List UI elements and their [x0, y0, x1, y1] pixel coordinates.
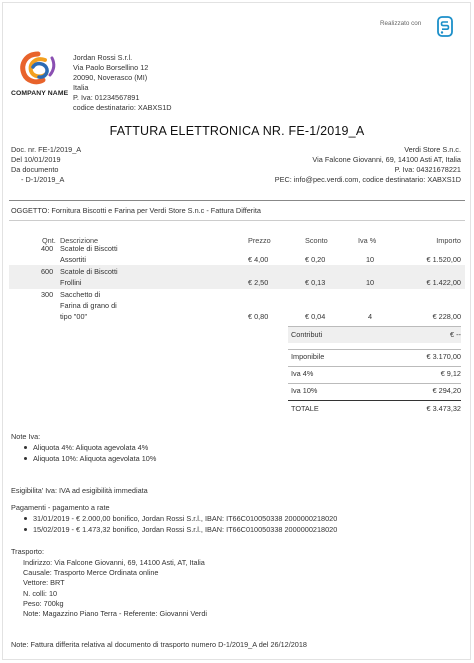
transport-carrier: Vettore: BRT	[23, 578, 65, 588]
row-discount: € 0,13	[305, 278, 326, 287]
row-discount: € 0,20	[305, 255, 326, 264]
final-note: Note: Fattura differita relativa al documento di trasporto numero D-1/2019_A del 26/12/2018	[11, 640, 307, 649]
doc-from-item: - D-1/2019_A	[21, 175, 65, 184]
powered-by-label: Realizzato con	[380, 20, 422, 27]
doc-info	[11, 145, 81, 185]
vat-notes-title: Note Iva:	[11, 432, 41, 441]
invoice-title: FATTURA ELETTRONICA NR. FE-1/2019_A	[109, 124, 365, 138]
iva10-label: Iva 10%	[291, 386, 318, 395]
iva4-label: Iva 4%	[291, 369, 314, 378]
iva10-value: € 294,20	[432, 386, 461, 395]
row-vat: 10	[366, 278, 375, 287]
totale-label: TOTALE	[291, 404, 319, 413]
payments-list	[11, 513, 337, 535]
list-item: Aliquota 4%: Aliquota agevolata 4%	[11, 442, 156, 453]
col-header-qty: Qnt.	[42, 236, 56, 245]
sender-vat: P. Iva: 01234567891	[73, 93, 140, 102]
divider	[9, 220, 465, 221]
iva4-value: € 9,12	[440, 369, 461, 378]
transport-address: Indirizzo: Via Falcone Giovanni, 69, 14100 Asti, AT, Italia	[23, 558, 205, 567]
row-amount: € 228,00	[432, 312, 461, 321]
transport-weight: Peso: 700kg	[23, 598, 64, 608]
row-vat: 10	[366, 255, 375, 264]
company-logo-text: COMPANY NAME	[11, 90, 69, 97]
totals-row-iva10	[288, 383, 461, 399]
row-description: Scatole di Biscotti	[60, 244, 118, 253]
totals-row-iva4	[288, 366, 461, 382]
row-discount: € 0,04	[305, 312, 326, 321]
doc-from-label: Da documento	[11, 165, 59, 174]
transport-packages: N. colli: 10	[23, 588, 58, 598]
row-qty: 300	[41, 290, 54, 299]
company-logo-icon	[12, 48, 62, 90]
imponibile-value: € 3.170,00	[426, 352, 461, 361]
sender-block	[73, 53, 172, 113]
row-description: tipo "00"	[60, 312, 88, 321]
row-price: € 0,80	[248, 312, 269, 321]
row-description: Assortiti	[60, 255, 86, 264]
list-item: 15/02/2019 - € 1.473,32 bonifico, Jordan Rossi S.r.l., IBAN: IT66C010050338 2000000218020	[11, 524, 337, 535]
list-item: 31/01/2019 - € 2.000,00 bonifico, Jordan Rossi S.r.l., IBAN: IT66C010050338 2000000218020	[11, 513, 337, 524]
row-description: Scatole di Biscotti	[60, 267, 118, 276]
col-header-vat: Iva %	[358, 236, 377, 245]
totals-row-imponibile	[288, 349, 461, 365]
sender-city: 20090, Noverasco (MI)	[73, 73, 148, 82]
sender-name: Jordan Rossi S.r.l.	[73, 53, 133, 62]
doc-date: Del 10/01/2019	[11, 155, 61, 164]
transport-reason: Causale: Trasporto Merce Ordinata online	[23, 568, 159, 578]
transport-notes: Note: Magazzino Piano Terra - Referente: Giovanni Verdi	[23, 609, 208, 619]
vat-notes-list	[11, 442, 156, 464]
row-amount: € 1.422,00	[426, 278, 461, 287]
list-item: Aliquota 10%: Aliquota agevolata 10%	[11, 453, 156, 464]
col-header-price: Prezzo	[248, 236, 271, 245]
divider	[9, 200, 465, 201]
sender-street: Via Paolo Borsellino 12	[73, 63, 149, 72]
payments-title: Pagamenti - pagamento a rate	[11, 503, 110, 512]
recipient-block	[275, 145, 461, 185]
recipient-address: Via Falcone Giovanni, 69, 14100 Asti AT, Italia	[312, 155, 461, 164]
subject-line: OGGETTO: Fornitura Biscotti e Farina per Verdi Store S.n.c - Fattura Differita	[11, 206, 261, 215]
doc-number: Doc. nr. FE-1/2019_A	[11, 145, 82, 154]
row-description: Farina di grano di	[60, 301, 117, 310]
col-header-amount: Importo	[436, 236, 461, 245]
imponibile-label: Imponibile	[291, 352, 325, 361]
row-amount: € 1.520,00	[426, 255, 461, 264]
contributi-value: € --	[450, 330, 461, 339]
col-header-discount: Sconto	[305, 236, 328, 245]
totals-row-contributi	[288, 327, 461, 343]
totals-row-totale	[288, 401, 461, 417]
row-qty: 600	[41, 267, 54, 276]
row-description: Sacchetto di	[60, 290, 101, 299]
recipient-name: Verdi Store S.n.c.	[404, 145, 461, 154]
totale-value: € 3.473,32	[426, 404, 461, 413]
col-header-description: Descrizione	[60, 236, 99, 245]
transport-title: Trasporto:	[11, 547, 44, 556]
transport-details	[11, 558, 207, 619]
row-price: € 4,00	[248, 255, 269, 264]
recipient-vat: P. Iva: 04321678221	[394, 165, 461, 174]
sender-country: Italia	[73, 83, 89, 92]
contributi-label: Contributi	[291, 330, 323, 339]
row-vat: 4	[368, 312, 373, 321]
row-price: € 2,50	[248, 278, 269, 287]
row-qty: 400	[41, 244, 54, 253]
sender-dest-code: codice destinatario: XABXS1D	[73, 103, 172, 112]
row-description: Frollini	[60, 278, 82, 287]
vat-eligibility: Esigibilita' Iva: IVA ad esigibilità immediata	[11, 486, 148, 495]
brand-logo-icon	[436, 15, 454, 38]
recipient-pec: PEC: info@pec.verdi.com, codice destinatario: XABXS1D	[274, 175, 461, 184]
